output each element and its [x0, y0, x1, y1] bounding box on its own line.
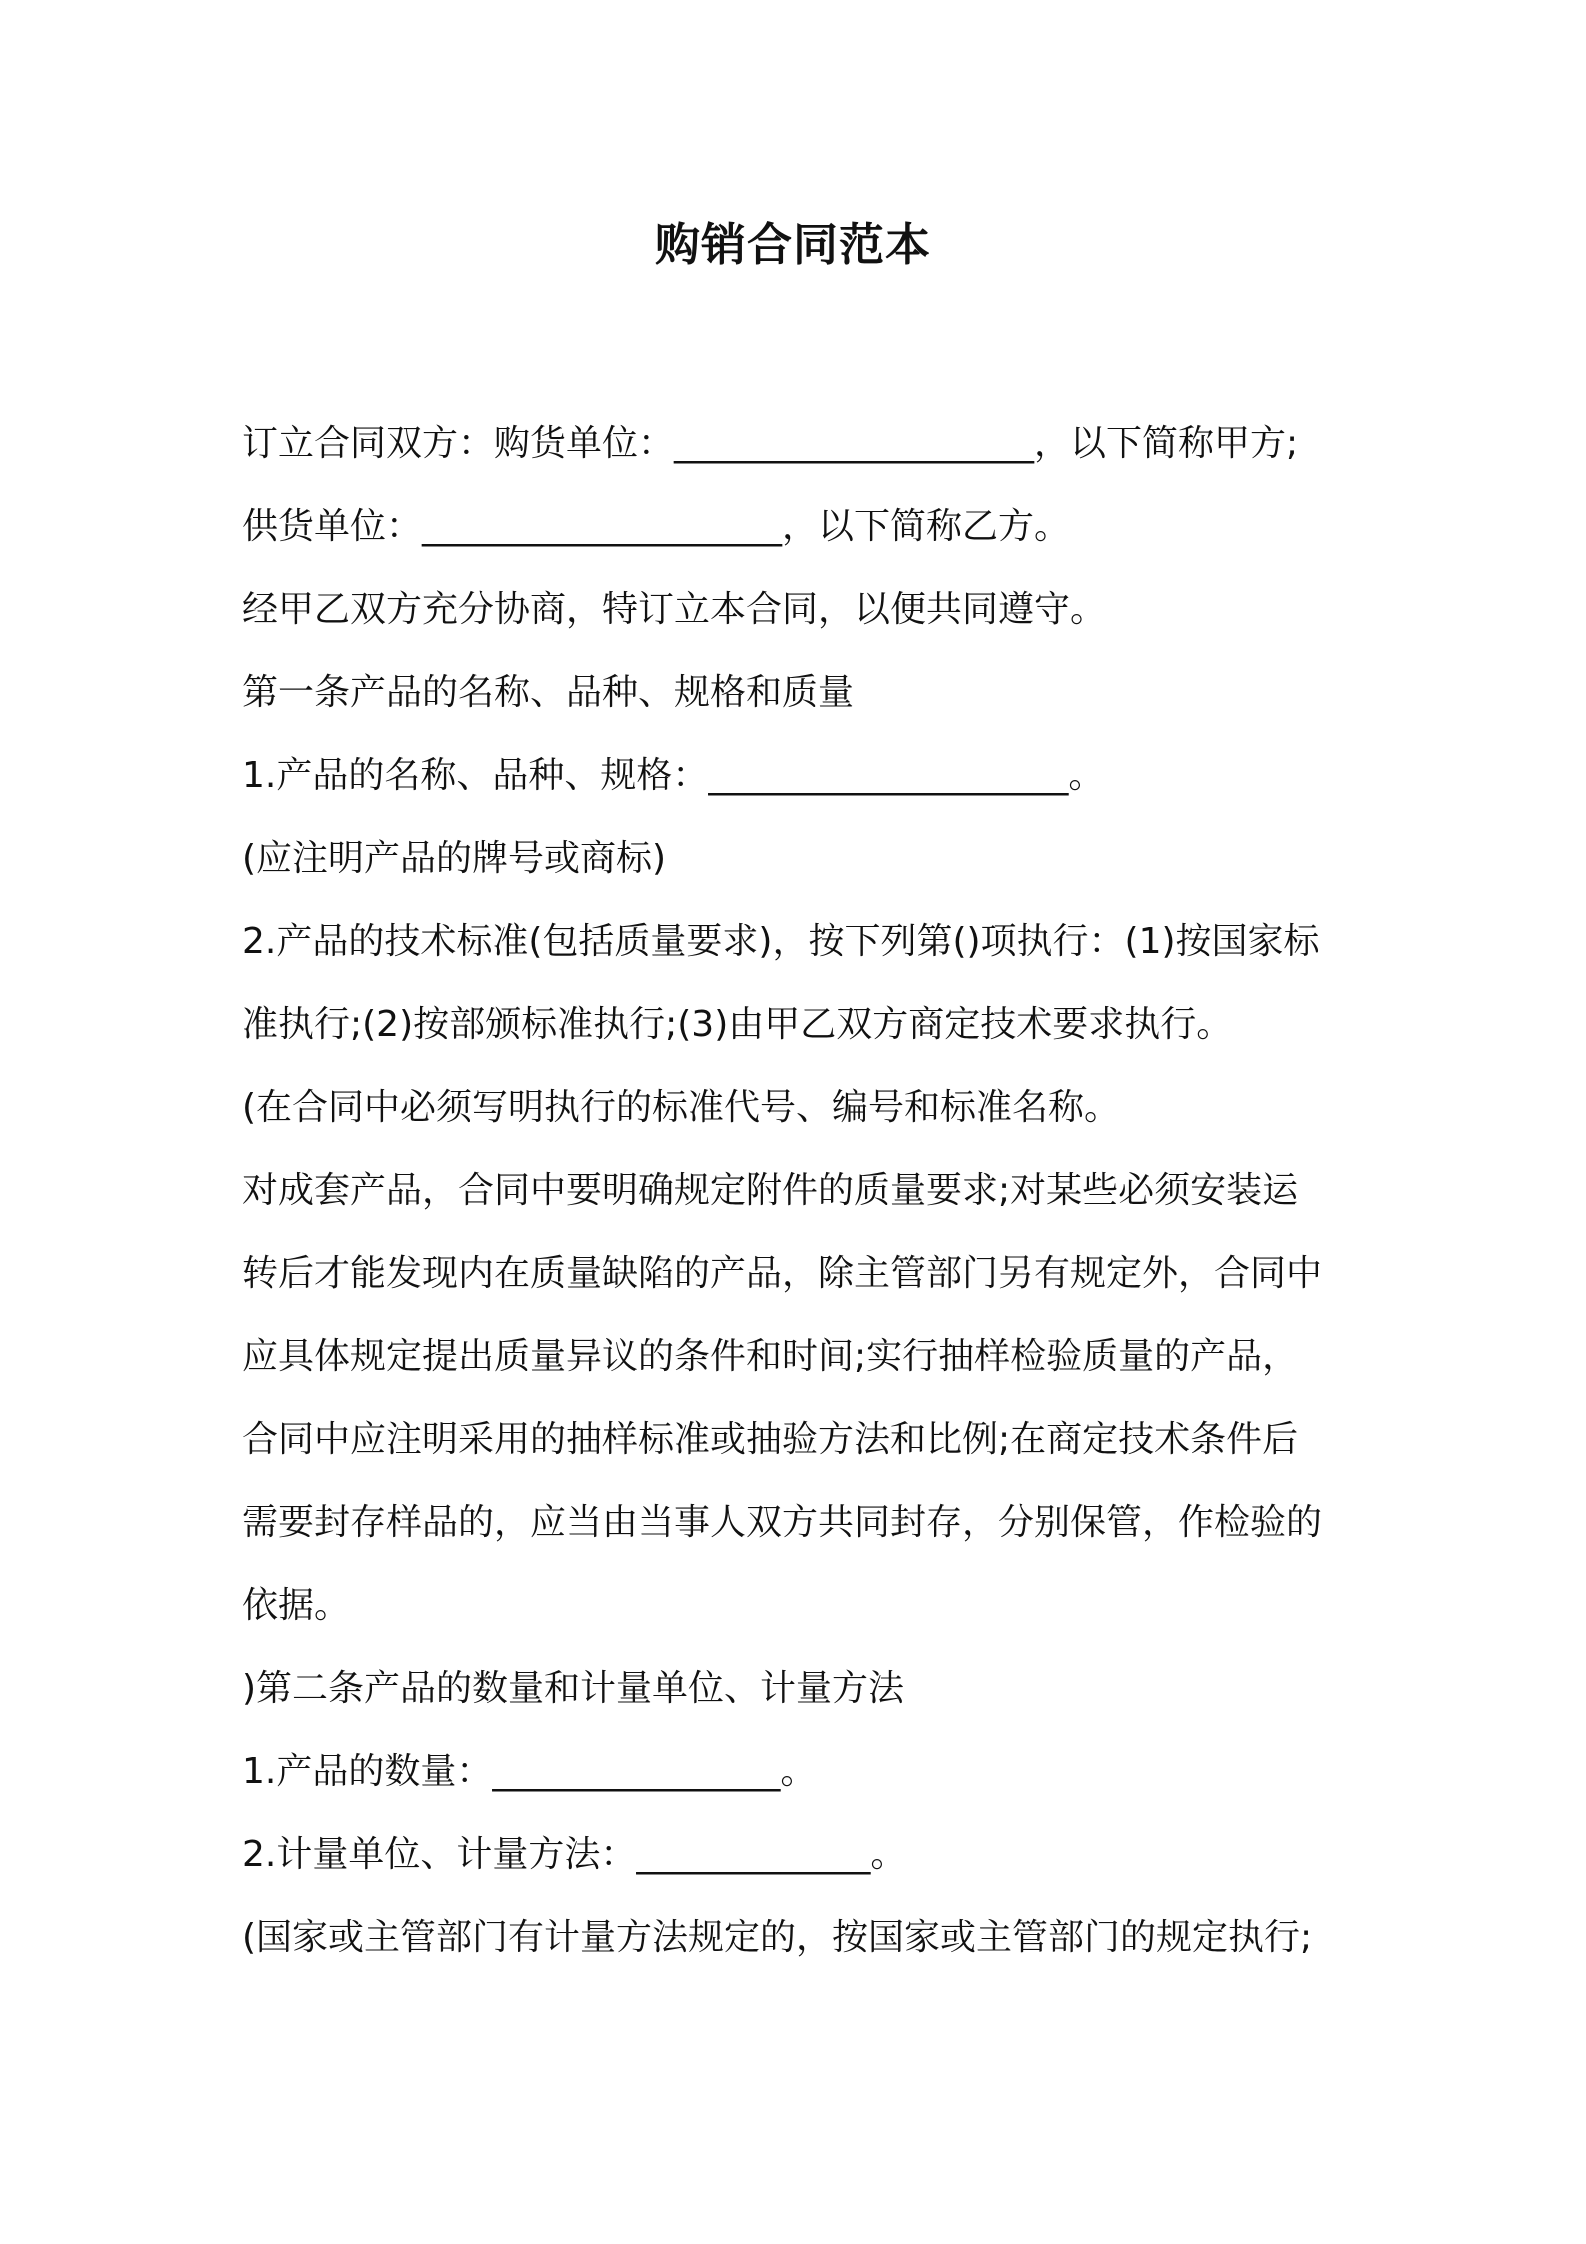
article-1-paragraph: 需要封存样品的，应当由当事人双方共同封存，分别保管，作检验的	[242, 1502, 1323, 1543]
article-1-paragraph: 转后才能发现内在质量缺陷的产品，除主管部门另有规定外，合同中	[242, 1253, 1323, 1294]
party-supplier-line: 供货单位：____________________，以下简称乙方。	[242, 506, 1071, 547]
document-body	[242, 402, 1362, 1979]
article-1-heading: 第一条产品的名称、品种、规格和质量	[242, 672, 855, 713]
article-1-paragraph: 应具体规定提出质量异议的条件和时间;实行抽样检验质量的产品，	[242, 1336, 1299, 1377]
article-1-paragraph: 依据。	[242, 1585, 351, 1626]
article-2-item-1: 1.产品的数量：________________。	[242, 1751, 817, 1792]
article-2-note: (国家或主管部门有计量方法规定的，按国家或主管部门的规定执行;	[242, 1917, 1313, 1958]
article-1-item-1: 1.产品的名称、品种、规格：____________________。	[242, 755, 1105, 796]
article-1-paragraph: 合同中应注明采用的抽样标准或抽验方法和比例;在商定技术条件后	[242, 1419, 1299, 1460]
article-1-paragraph: 对成套产品，合同中要明确规定附件的质量要求;对某些必须安装运	[242, 1170, 1299, 1211]
document-title: 购销合同范本	[654, 218, 931, 271]
agreement-intro: 经甲乙双方充分协商，特订立本合同，以便共同遵守。	[242, 589, 1107, 630]
article-1-note-2: (在合同中必须写明执行的标准代号、编号和标准名称。	[242, 1087, 1121, 1128]
article-1-note-1: (应注明产品的牌号或商标)	[242, 838, 667, 879]
article-2-item-2: 2.计量单位、计量方法：_____________。	[242, 1834, 907, 1875]
article-1-item-2: 2.产品的技术标准(包括质量要求)，按下列第()项执行：(1)按国家标	[242, 921, 1320, 962]
party-buyer-line: 订立合同双方：购货单位：____________________，以下简称甲方;	[242, 423, 1299, 464]
article-1-item-2-cont: 准执行;(2)按部颁标准执行;(3)由甲乙双方商定技术要求执行。	[242, 1004, 1233, 1045]
article-2-heading: )第二条产品的数量和计量单位、计量方法	[242, 1668, 905, 1709]
